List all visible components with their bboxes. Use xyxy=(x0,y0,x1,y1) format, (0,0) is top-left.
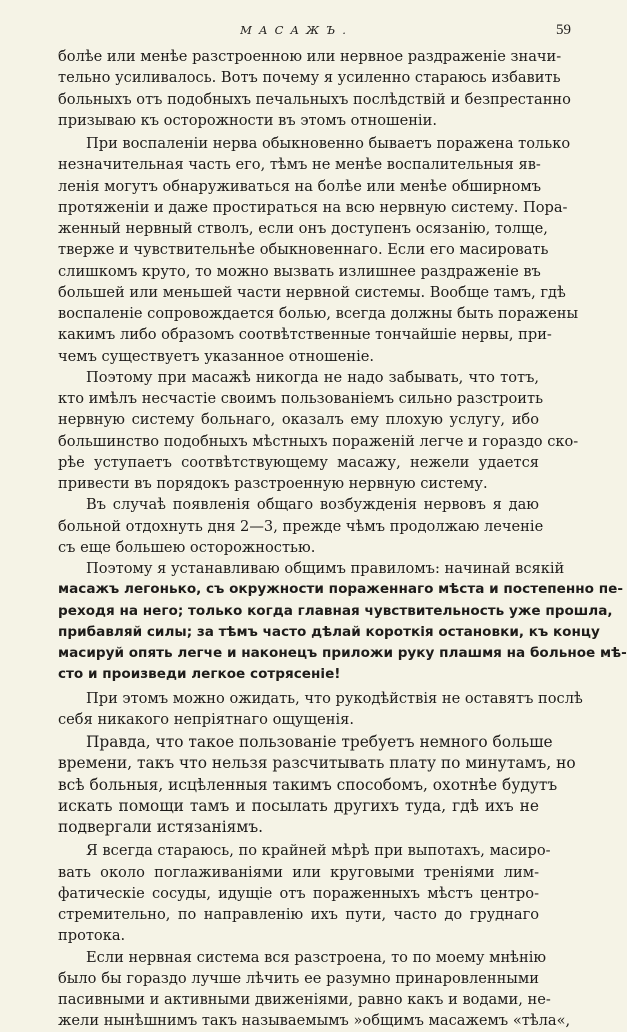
text-line: всѣ больныя, исцѣленныя такимъ способомъ, охотнѣе будутъ xyxy=(58,775,558,794)
text-line: фатическіе сосуды, идущіе отъ пораженныхъ мѣстъ центро- xyxy=(58,884,539,902)
text-line: незначительная часть его, тѣмъ не менѣе воспалительныя яв- xyxy=(58,156,541,174)
text-line: Въ случаѣ появленія общаго возбужденія нервовъ я даю xyxy=(86,496,539,514)
paragraph xyxy=(58,688,583,731)
text-line: протока. xyxy=(58,927,126,945)
running-head: МАСАЖЪ. xyxy=(240,23,353,37)
emphasized-text-line: масируй опять легче и наконецъ приложи руку плашмя на больное мѣ- xyxy=(58,645,627,661)
text-line: чемъ существуетъ указанное отношеніе. xyxy=(58,347,375,365)
text-line: рѣе уступаетъ соотвѣтствующему масажу, нежели удается xyxy=(58,453,539,471)
text-line: воспаленіе сопровождается болью, всегда должны быть поражены xyxy=(58,305,579,322)
paragraph xyxy=(58,367,579,495)
text-line: ленія могутъ обнаруживаться на болѣе или менѣе обширномъ xyxy=(58,177,542,195)
text-line: себя никакого непріятнаго ощущенія. xyxy=(58,710,354,728)
text-line: При этомъ можно ожидать, что рукодѣйствія не оставятъ послѣ xyxy=(86,689,583,707)
text-line: съ еще большею осторожностью. xyxy=(58,538,316,556)
text-line: какимъ либо образомъ соотвѣтственные тончайшіе нервы, при- xyxy=(58,326,552,344)
text-line: женный нервный стволъ, если онъ доступенъ осязанію, толще, xyxy=(58,220,548,237)
text-line: кто имѣлъ несчастіе своимъ пользованіемъ сильно разстроить xyxy=(58,390,544,407)
text-line: При воспаленіи нерва обыкновенно бываетъ поражена только xyxy=(86,135,571,152)
paragraph xyxy=(58,46,571,131)
text-line: подвергали истязаніямъ. xyxy=(58,818,264,836)
page-header xyxy=(0,22,593,42)
text-line: жели нынѣшнимъ такъ называемымъ »общимъ масажемъ «тѣла«, xyxy=(58,1012,571,1030)
body-text xyxy=(58,46,627,1032)
paragraph xyxy=(58,840,551,946)
page-number: 59 xyxy=(556,22,571,38)
text-line: тверже и чувствительнѣе обыкновеннаго. Если его масировать xyxy=(58,241,549,259)
text-line: Я всегда стараюсь, по крайней мѣрѣ при выпотахъ, масиро- xyxy=(86,842,551,860)
text-line: Правда, что такое пользованіе требуетъ немного больше xyxy=(86,733,553,751)
text-line: искать помощи тамъ и посылать другихъ туда, гдѣ ихъ не xyxy=(58,796,539,815)
text-line: Если нервная система вся разстроена, то по моему мнѣнію xyxy=(86,948,547,966)
text-line: вать около поглаживаніями или круговыми треніями лим- xyxy=(58,863,539,881)
text-line: протяженіи и даже простираться на всю нервную систему. Пора- xyxy=(58,198,568,216)
paragraph xyxy=(58,732,576,838)
emphasized-text-line: прибавляй силы; за тѣмъ часто дѣлай короткія остановки, къ концу xyxy=(58,623,600,640)
text-line: больной отдохнуть дня 2—3, прежде чѣмъ продолжаю леченіе xyxy=(58,517,544,535)
emphasized-text-line: сто и произведи легкое сотрясеніе! xyxy=(58,666,341,683)
text-line: болѣе или менѣе разстроенною или нервное раздраженіе значи- xyxy=(58,48,562,65)
text-line: слишкомъ круто, то можно вызвать излишнее раздраженіе въ xyxy=(58,262,541,280)
text-line: привести въ порядокъ разстроенную нервную систему. xyxy=(58,475,488,492)
text-line: стремительно, по направленію ихъ пути, часто до груднаго xyxy=(58,906,539,923)
text-line: больныхъ отъ подобныхъ печальныхъ послѣдствій и безпрестанно xyxy=(58,90,571,108)
emphasized-text-line: масажъ легонько, съ окружности пораженнаго мѣста и постепенно пе- xyxy=(58,581,624,598)
text-line: призываю къ осторожности въ этомъ отношеніи. xyxy=(58,111,437,129)
text-line: было бы гораздо лучше лѣчить ее разумно принаровленными xyxy=(58,969,539,987)
paragraph xyxy=(58,494,544,558)
text-line: нервную систему больнаго, оказалъ ему плохую услугу, ибо xyxy=(58,411,539,429)
text-line: времени, такъ что нельзя разсчитывать плату по минутамъ, но xyxy=(58,754,576,773)
text-line: Поэтому при масажѣ никогда не надо забывать, что тотъ, xyxy=(86,368,539,386)
paragraph xyxy=(58,947,571,1032)
text-line: Поэтому я устанавливаю общимъ правиломъ: начинай всякій xyxy=(86,560,565,577)
text-line: тельно усиливалось. Вотъ почему я усиленно стараюсь избавить xyxy=(58,69,561,87)
text-line: пасивными и активными движеніями, равно какъ и водами, не- xyxy=(58,991,551,1008)
text-line: большей или меньшей части нервной системы. Вообще тамъ, гдѣ xyxy=(58,283,566,301)
paragraph xyxy=(58,133,579,367)
emphasized-text-line: реходя на него; только когда главная чувствительность уже прошла, xyxy=(58,602,613,619)
paragraph xyxy=(58,558,627,686)
text-line: большинство подобныхъ мѣстныхъ пораженій легче и гораздо ско- xyxy=(58,432,579,450)
